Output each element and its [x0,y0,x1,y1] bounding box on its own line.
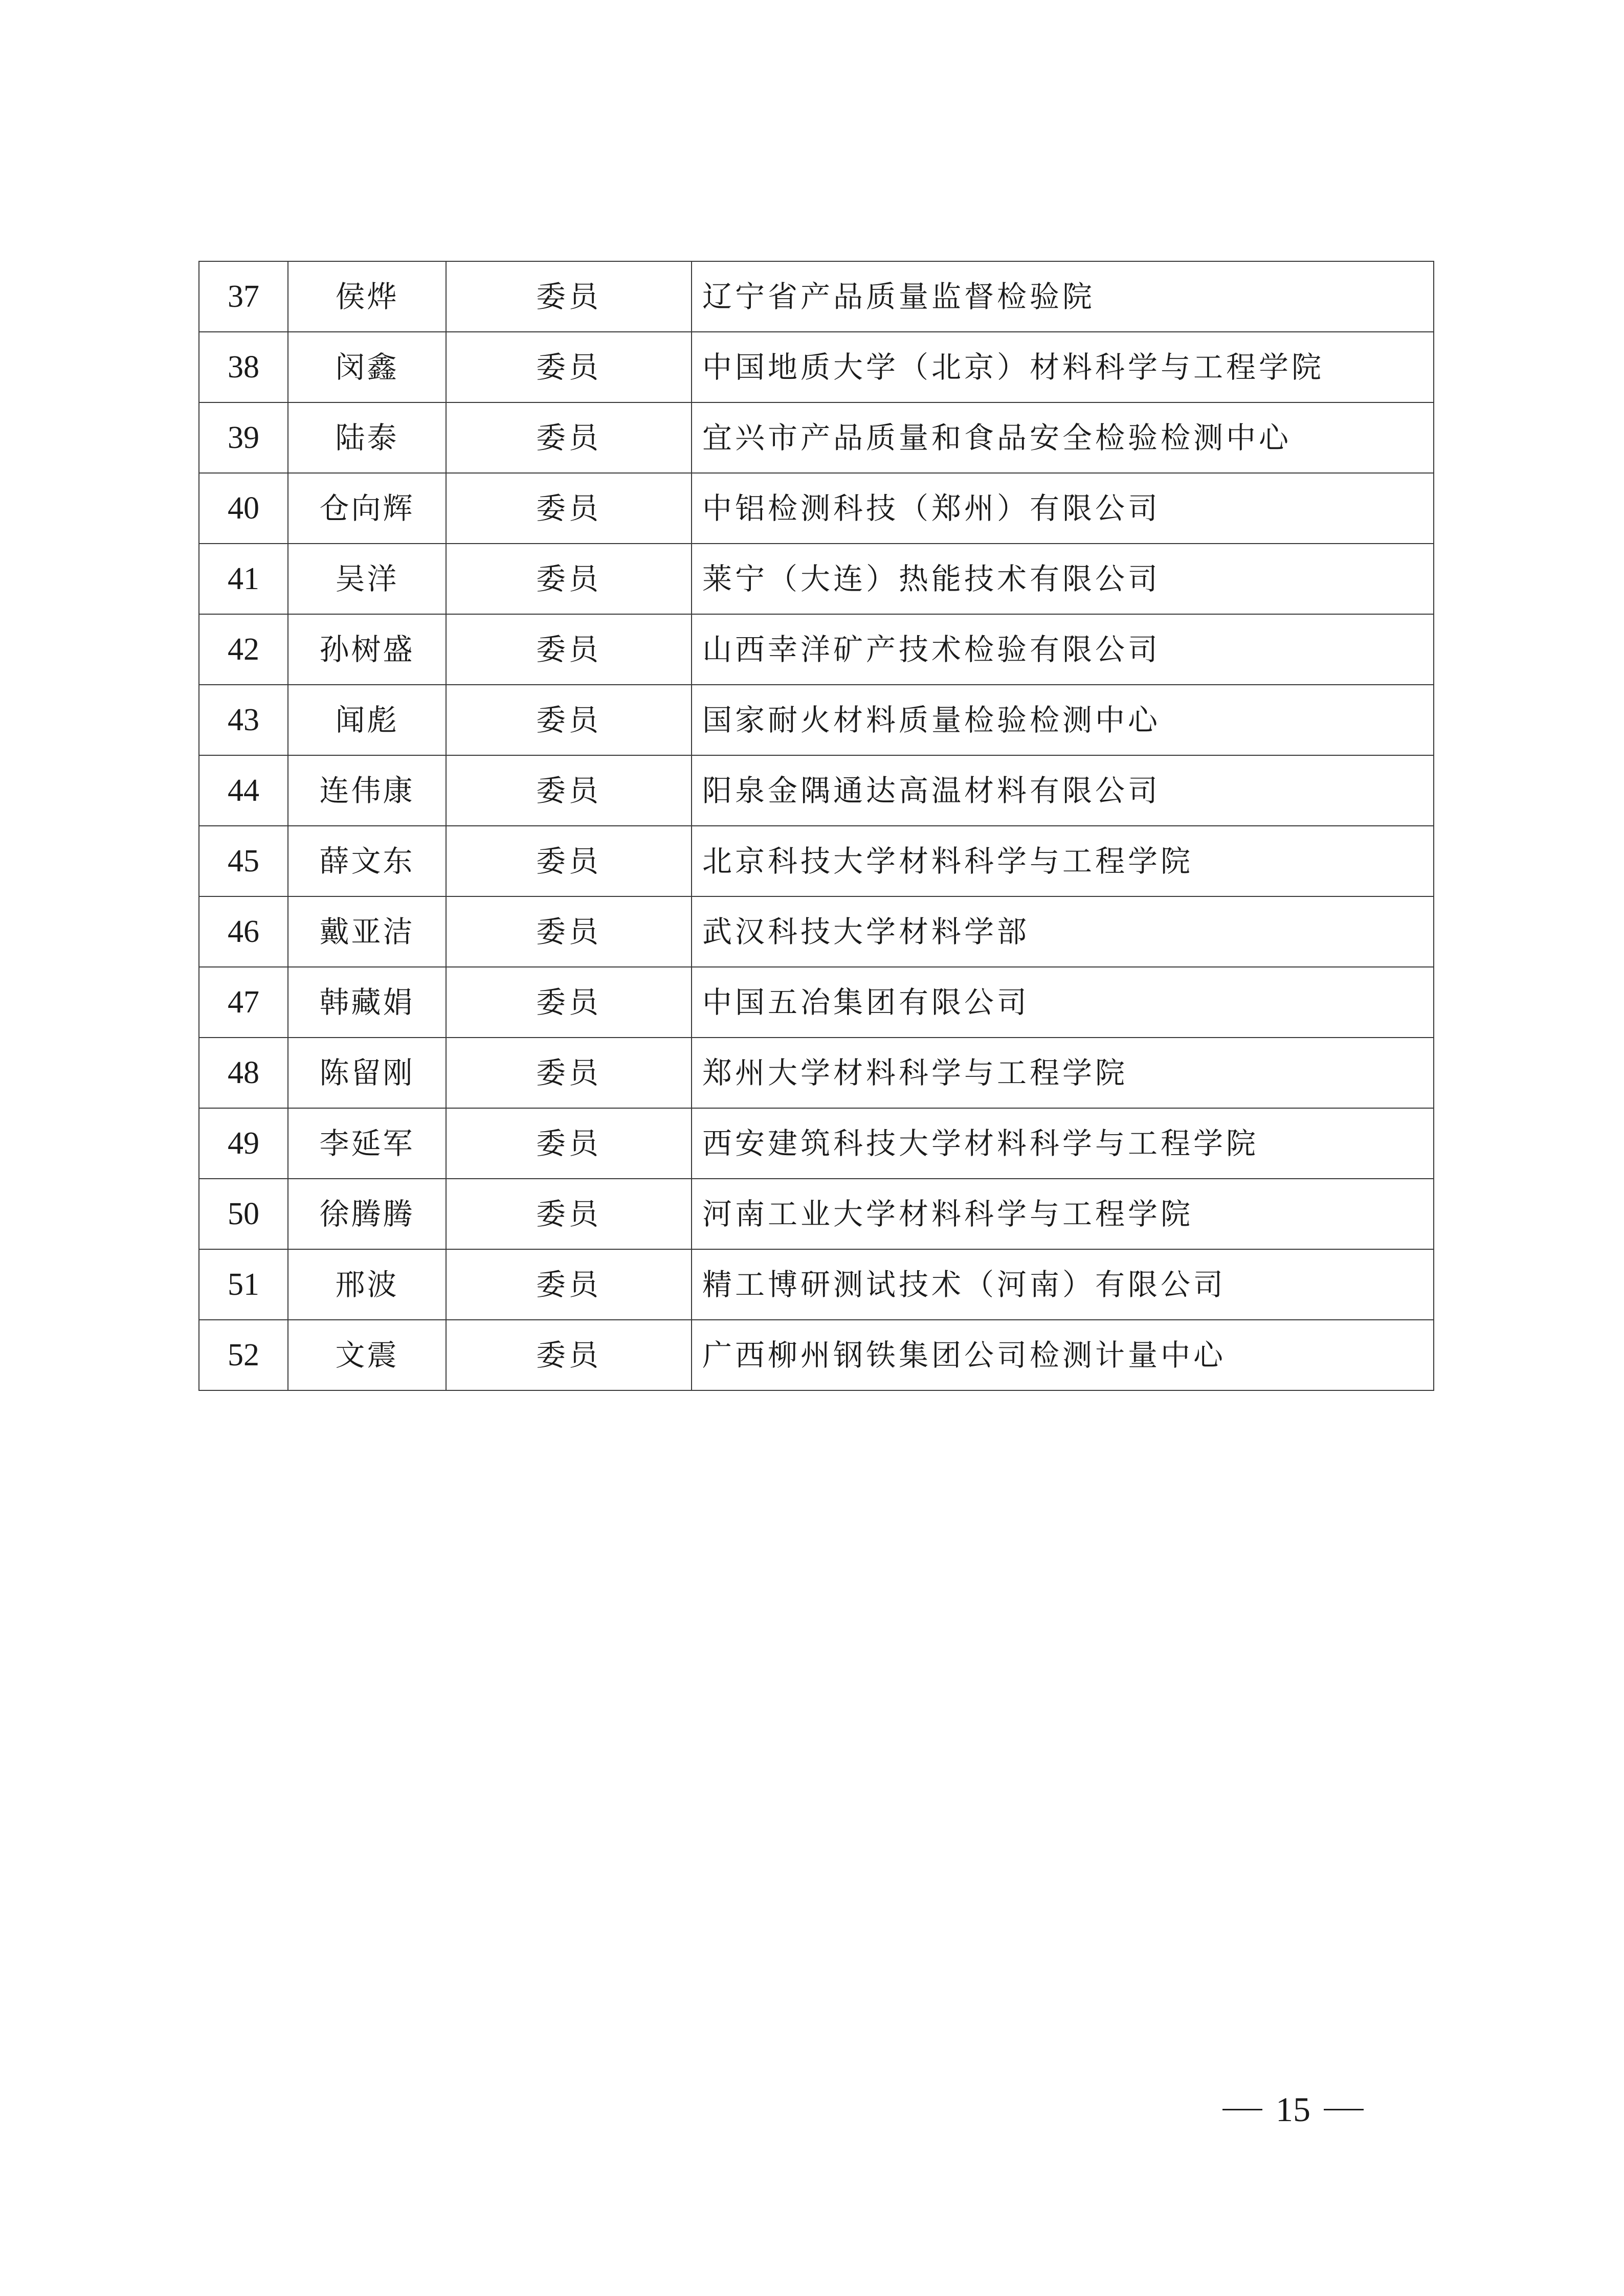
right-dash [1324,2109,1364,2110]
member-name: 闵鑫 [288,332,446,402]
table-row [199,614,1434,685]
member-organization: 中国地质大学（北京）材料科学与工程学院 [692,332,1434,402]
table-row [199,261,1434,332]
member-organization: 郑州大学材料科学与工程学院 [692,1038,1434,1108]
member-role: 委员 [446,544,692,614]
member-role: 委员 [446,1320,692,1390]
member-role: 委员 [446,1249,692,1320]
member-organization: 国家耐火材料质量检验检测中心 [692,685,1434,755]
member-role: 委员 [446,473,692,544]
member-role: 委员 [446,967,692,1038]
member-role: 委员 [446,826,692,896]
member-role: 委员 [446,332,692,402]
member-role: 委员 [446,755,692,826]
member-organization: 阳泉金隅通达高温材料有限公司 [692,755,1434,826]
member-name: 连伟康 [288,755,446,826]
member-organization: 宜兴市产品质量和食品安全检验检测中心 [692,402,1434,473]
member-name: 仓向辉 [288,473,446,544]
member-role: 委员 [446,1038,692,1108]
member-name: 文震 [288,1320,446,1390]
member-number: 48 [199,1038,288,1108]
member-name: 吴洋 [288,544,446,614]
member-organization: 河南工业大学材料科学与工程学院 [692,1179,1434,1249]
member-number: 46 [199,896,288,967]
member-number: 47 [199,967,288,1038]
member-number: 51 [199,1249,288,1320]
member-number: 44 [199,755,288,826]
member-number: 52 [199,1320,288,1390]
member-organization: 中铝检测科技（郑州）有限公司 [692,473,1434,544]
member-organization: 西安建筑科技大学材料科学与工程学院 [692,1108,1434,1179]
table-row [199,685,1434,755]
member-number: 40 [199,473,288,544]
member-role: 委员 [446,614,692,685]
member-name: 陆泰 [288,402,446,473]
member-role: 委员 [446,1108,692,1179]
member-organization: 北京科技大学材料科学与工程学院 [692,826,1434,896]
table-row [199,967,1434,1038]
member-name: 邢波 [288,1249,446,1320]
member-name: 侯烨 [288,261,446,332]
member-organization: 武汉科技大学材料学部 [692,896,1434,967]
member-organization: 广西柳州钢铁集团公司检测计量中心 [692,1320,1434,1390]
table-row [199,1038,1434,1108]
member-name: 李延军 [288,1108,446,1179]
member-name: 戴亚洁 [288,896,446,967]
member-name: 陈留刚 [288,1038,446,1108]
member-name: 闻彪 [288,685,446,755]
member-role: 委员 [446,261,692,332]
page-footer [1222,2089,1364,2130]
table-row [199,332,1434,402]
member-organization: 中国五冶集团有限公司 [692,967,1434,1038]
member-role: 委员 [446,1179,692,1249]
member-table-body [199,261,1434,1390]
table-row [199,1320,1434,1390]
member-name: 徐腾腾 [288,1179,446,1249]
table-row [199,1108,1434,1179]
table-row [199,896,1434,967]
table-row [199,1179,1434,1249]
member-role: 委员 [446,402,692,473]
member-name: 薛文东 [288,826,446,896]
table-row [199,544,1434,614]
left-dash [1222,2109,1262,2110]
table-row [199,826,1434,896]
member-number: 43 [199,685,288,755]
member-organization: 莱宁（大连）热能技术有限公司 [692,544,1434,614]
member-number: 42 [199,614,288,685]
member-table [198,261,1434,1391]
table-row [199,402,1434,473]
member-organization: 山西幸洋矿产技术检验有限公司 [692,614,1434,685]
member-number: 41 [199,544,288,614]
member-organization: 精工博研测试技术（河南）有限公司 [692,1249,1434,1320]
member-number: 50 [199,1179,288,1249]
table-row [199,755,1434,826]
member-name: 孙树盛 [288,614,446,685]
member-number: 38 [199,332,288,402]
member-number: 37 [199,261,288,332]
member-role: 委员 [446,685,692,755]
member-name: 韩藏娟 [288,967,446,1038]
table-row [199,1249,1434,1320]
table-row [199,473,1434,544]
member-role: 委员 [446,896,692,967]
member-number: 49 [199,1108,288,1179]
member-number: 39 [199,402,288,473]
page-number: 15 [1276,2089,1310,2129]
member-number: 45 [199,826,288,896]
member-organization: 辽宁省产品质量监督检验院 [692,261,1434,332]
